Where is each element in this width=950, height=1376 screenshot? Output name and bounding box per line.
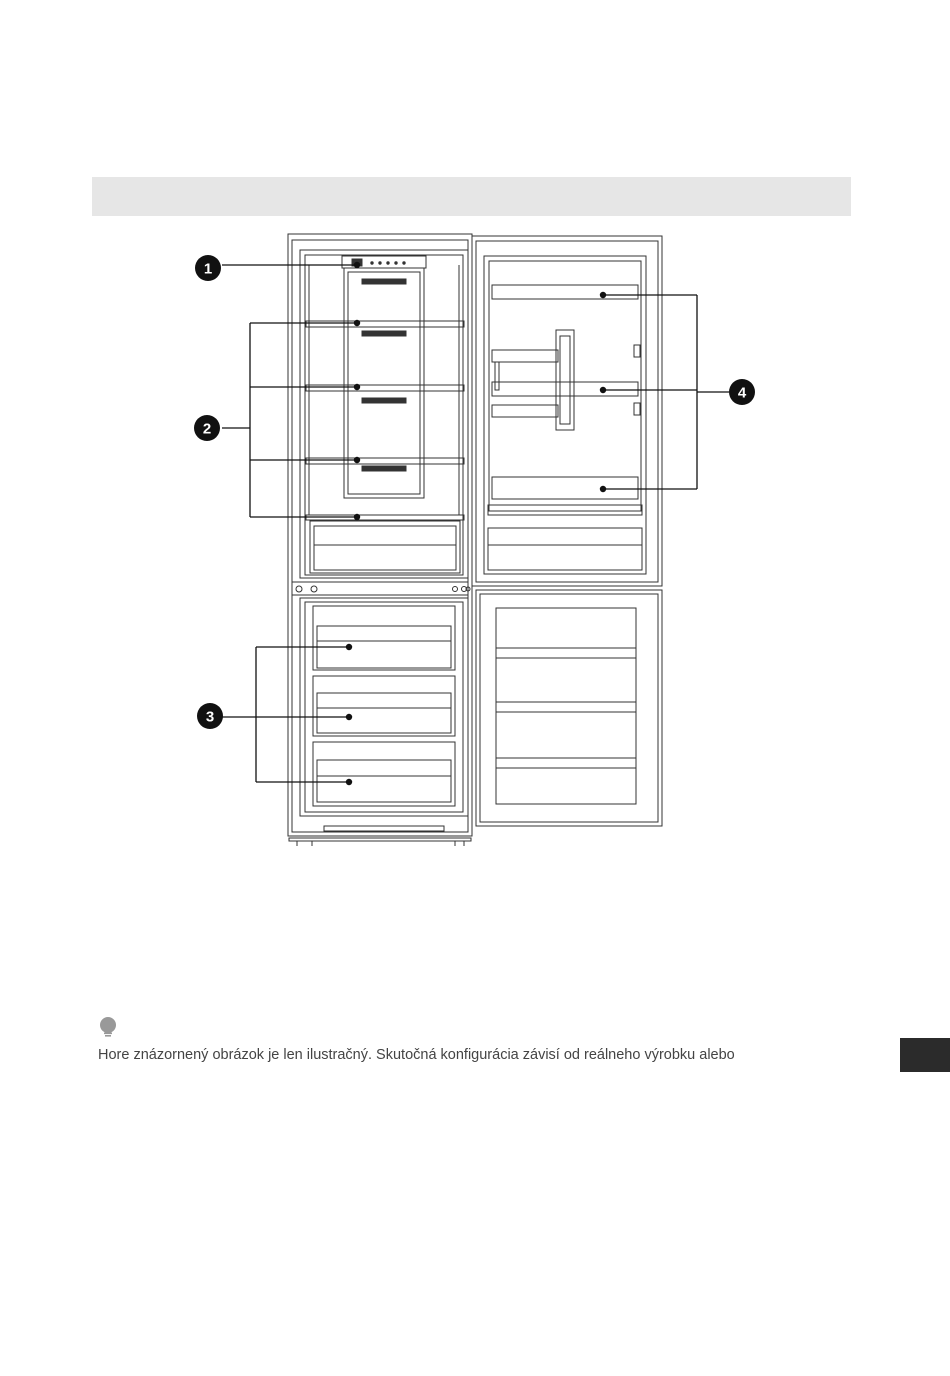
fridge-compartment bbox=[300, 250, 468, 578]
svg-text:2: 2 bbox=[202, 420, 212, 438]
lightbulb-icon bbox=[99, 1017, 117, 1037]
compartment-divider bbox=[292, 582, 468, 595]
freezer-door bbox=[466, 587, 662, 826]
freezer-compartment bbox=[300, 598, 468, 831]
illustration-note: Hore znázornený obrázok je len ilustračný. Skutočná konfigurácia závisí od reálneho výrobku alebo bbox=[98, 1047, 735, 1063]
language-tab bbox=[900, 1038, 950, 1072]
svg-text:3: 3 bbox=[205, 708, 215, 726]
fridge-door bbox=[472, 236, 662, 586]
svg-text:4: 4 bbox=[737, 384, 747, 402]
callout-3 bbox=[197, 703, 223, 729]
callout-4 bbox=[729, 379, 755, 405]
callout-1 bbox=[195, 255, 221, 281]
fridge-cabinet bbox=[288, 234, 472, 846]
callout-2 bbox=[194, 415, 220, 441]
svg-text:1: 1 bbox=[203, 260, 213, 278]
